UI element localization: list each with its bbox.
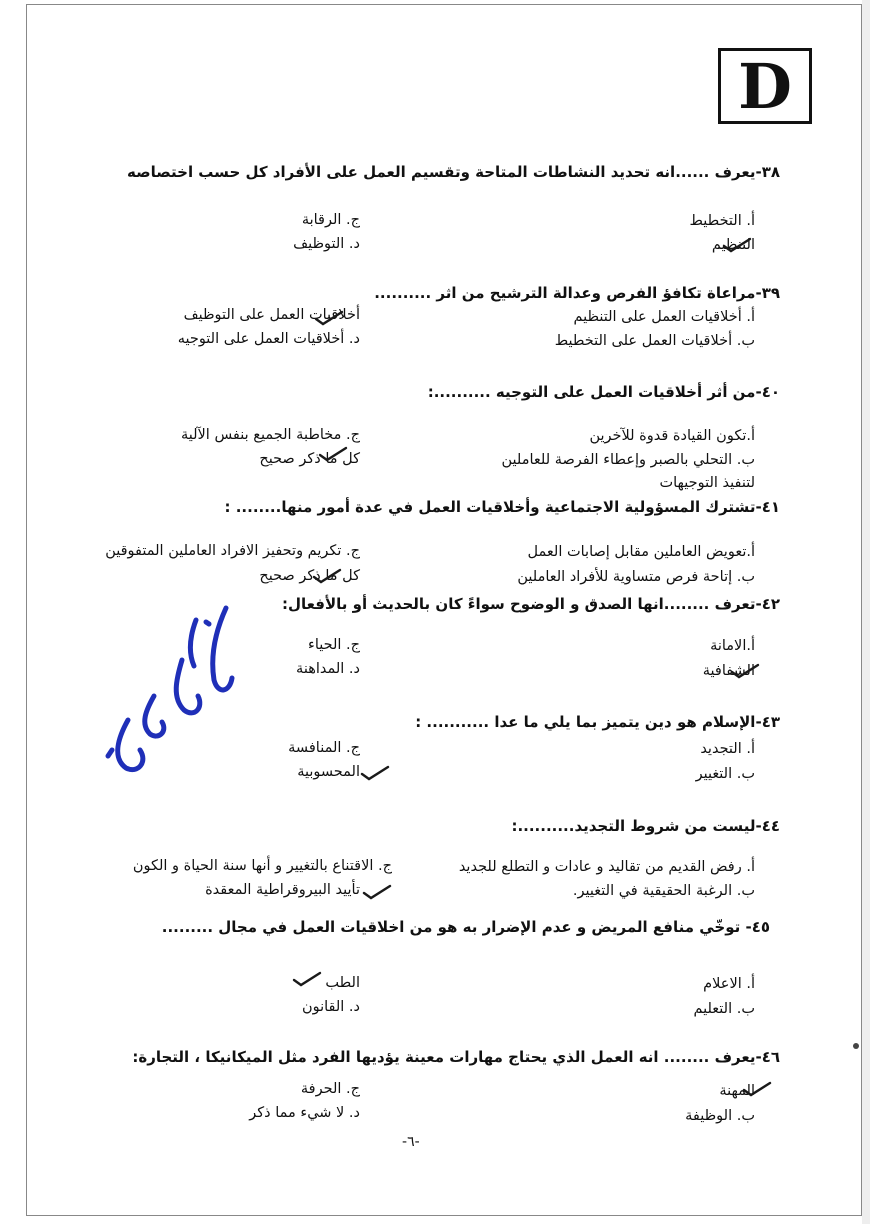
q43-option-c: ج. المنافسة xyxy=(288,740,360,756)
q46-option-b: ب. الوظيفة xyxy=(685,1108,755,1124)
version-box xyxy=(718,48,812,124)
page-number: -٦- xyxy=(402,1134,420,1150)
question-39: ٣٩-مراعاة تكافؤ الفرص وعدالة الترشيح من اثر .......... xyxy=(374,284,780,302)
q42-option-c: ج. الحياء xyxy=(308,637,360,653)
q45-option-c: الطب xyxy=(325,975,360,991)
handwritten-signature-icon xyxy=(98,600,243,780)
scan-edge xyxy=(862,0,870,1224)
q45-answer-check-icon xyxy=(292,971,322,987)
scan-speck xyxy=(853,1043,859,1049)
version-letter: D xyxy=(738,49,792,123)
q41-answer-check-icon xyxy=(312,568,342,584)
q43-option-a: أ. التجديد xyxy=(700,741,755,757)
q45-option-b: ب. التعليم xyxy=(693,1001,755,1017)
q42-answer-check-icon xyxy=(730,663,760,679)
question-44: ٤٤-ليست من شروط التجديد..........: xyxy=(511,817,780,835)
q41-option-d: كل ما ذكر صحيح xyxy=(259,568,360,584)
question-41: ٤١-تشترك المسؤولية الاجتماعية وأخلاقيات العمل في عدة أمور منها........ : xyxy=(224,498,780,516)
q38-option-c: ج. الرقابة xyxy=(301,212,360,228)
question-42: ٤٢-تعرف ........انها الصدق و الوضوح سواءً كان بالحديث أو بالأفعال: xyxy=(282,595,780,613)
q44-answer-check-icon xyxy=(362,884,392,900)
q46-option-c: ج. الحرفة xyxy=(300,1081,360,1097)
q40-option-b-cont: لتنفيذ التوجيهات xyxy=(659,475,755,491)
question-43: ٤٣-الإسلام هو دين يتميز بما يلي ما عدا ........... : xyxy=(415,713,780,731)
q40-option-c: ج. مخاطبة الجميع بنفس الآلية xyxy=(180,427,360,443)
q38-option-b: التنظيم xyxy=(711,237,755,253)
q39-option-b: ب. أخلاقيات العمل على التخطيط xyxy=(554,333,755,349)
q46-option-d: د. لا شيء مما ذكر xyxy=(249,1105,360,1121)
question-38: ٣٨-يعرف ......انه تحديد النشاطات المتاحة وتقسيم العمل على الأفراد كل حسب اختصاصه xyxy=(127,163,780,181)
q38-answer-check-icon xyxy=(722,237,752,253)
q39-option-d: د. أخلاقيات العمل على التوجيه xyxy=(177,331,360,347)
q39-answer-check-icon xyxy=(314,310,344,326)
q42-option-b: الشفافية xyxy=(702,663,755,679)
q41-option-c: ج. تكريم وتحفيز الافراد العاملين المتفوقين xyxy=(105,543,360,559)
q44-option-a: أ. رفض القديم من تقاليد و عادات و التطلع للجديد xyxy=(458,859,755,875)
q46-answer-check-icon xyxy=(742,1081,772,1097)
q40-option-a: أ.تكون القيادة قدوة للآخرين xyxy=(589,428,755,444)
q45-option-a: أ. الاعلام xyxy=(703,976,755,992)
q42-option-a: أ.الامانة xyxy=(710,638,755,654)
q45-option-d: د. القانون xyxy=(301,999,360,1015)
question-46: ٤٦-يعرف ........ انه العمل الذي يحتاج مهارات معينة يؤديها الفرد مثل الميكانيكا ، التجارة: xyxy=(132,1048,780,1066)
q38-option-a: أ. التخطيط xyxy=(689,213,755,229)
q42-option-d: د. المداهنة xyxy=(296,661,360,677)
q39-option-c: أخلاقيات العمل على التوظيف xyxy=(183,307,360,323)
q39-option-a: أ. أخلاقيات العمل على التنظيم xyxy=(573,309,755,325)
q44-option-c: ج. الاقتناع بالتغيير و أنها سنة الحياة و الكون xyxy=(132,858,392,874)
q44-option-b: ب. الرغبة الحقيقية في التغيير. xyxy=(572,883,755,899)
q38-option-d: د. التوظيف xyxy=(293,236,360,252)
q40-option-d: كل ما ذكر صحيح xyxy=(259,451,360,467)
q41-option-b: ب. إتاحة فرص متساوية للأفراد العاملين xyxy=(517,569,755,585)
q43-option-b: ب. التغيير xyxy=(695,766,755,782)
q43-option-d: المحسوبية xyxy=(297,764,360,780)
q46-option-a: المهنة xyxy=(719,1083,755,1099)
q43-answer-check-icon xyxy=(360,765,390,781)
question-45: ٤٥- توخّي منافع المريض و عدم الإضرار به هو من اخلاقيات العمل في مجال ......... xyxy=(161,918,770,936)
q41-option-a: أ.تعويض العاملين مقابل إصابات العمل xyxy=(527,544,755,560)
q40-option-b: ب. التحلي بالصبر وإعطاء الفرصة للعاملين xyxy=(501,452,755,468)
question-40: ٤٠-من أثر أخلاقيات العمل على التوجيه ..........: xyxy=(427,383,780,401)
q44-option-d: تأييد البيروقراطية المعقدة xyxy=(205,882,360,898)
q40-answer-check-icon xyxy=(318,446,348,462)
